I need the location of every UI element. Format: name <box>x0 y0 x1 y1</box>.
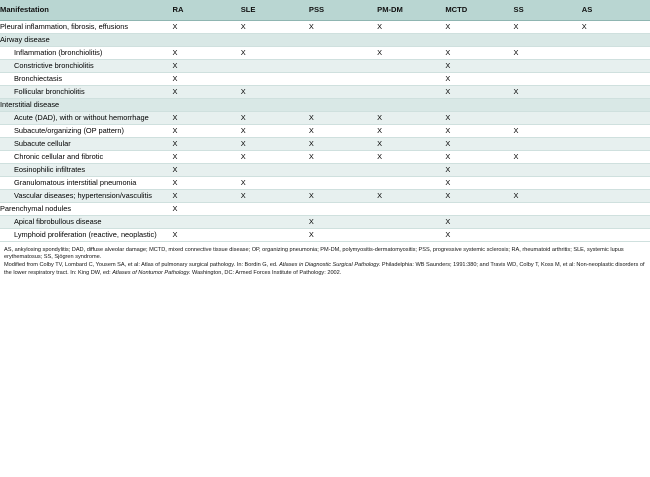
mark-cell-sle <box>241 202 309 215</box>
footnote-source-post: Washington, DC: Armed Forces Institute of Pathology: 2002. <box>190 269 342 276</box>
manifestation-label: Parenchymal nodules <box>0 202 173 215</box>
table-row <box>0 215 650 228</box>
mark-cell-mctd: X <box>445 111 513 124</box>
manifestation-label: Constrictive bronchiolitis <box>0 59 173 72</box>
mark-cell-mctd: X <box>445 189 513 202</box>
mark-cell-ra <box>173 33 241 46</box>
mark-cell-pss: X <box>309 215 377 228</box>
mark-cell-sle: X <box>241 124 309 137</box>
mark-cell-ra: X <box>173 202 241 215</box>
mark-cell-pss: X <box>309 189 377 202</box>
mark-cell-sle: X <box>241 20 309 33</box>
mark-cell-as: X <box>582 20 650 33</box>
mark-cell-ss <box>514 202 582 215</box>
mark-cell-ss: X <box>514 46 582 59</box>
mark-cell-mctd: X <box>445 176 513 189</box>
mark-cell-ss <box>514 59 582 72</box>
mark-cell-pss <box>309 33 377 46</box>
mark-cell-pss: X <box>309 111 377 124</box>
mark-cell-pss: X <box>309 124 377 137</box>
mark-cell-sle <box>241 163 309 176</box>
mark-cell-as <box>582 137 650 150</box>
mark-cell-ss <box>514 98 582 111</box>
footnote-source-italic-2: Atlases of Nontumor Pathology. <box>112 269 191 276</box>
mark-cell-ss <box>514 111 582 124</box>
mark-cell-ra: X <box>173 46 241 59</box>
mark-cell-sle <box>241 215 309 228</box>
mark-cell-sle: X <box>241 150 309 163</box>
table-row <box>0 202 650 215</box>
mark-cell-pm-dm <box>377 215 445 228</box>
mark-cell-as <box>582 228 650 241</box>
mark-cell-sle: X <box>241 189 309 202</box>
mark-cell-ss <box>514 163 582 176</box>
mark-cell-sle: X <box>241 137 309 150</box>
table-row <box>0 137 650 150</box>
mark-cell-mctd: X <box>445 137 513 150</box>
mark-cell-pm-dm <box>377 228 445 241</box>
mark-cell-pm-dm: X <box>377 150 445 163</box>
manifestation-label: Airway disease <box>0 33 173 46</box>
mark-cell-mctd: X <box>445 124 513 137</box>
mark-cell-pss <box>309 176 377 189</box>
mark-cell-sle <box>241 72 309 85</box>
manifestation-label: Pleural inflammation, fibrosis, effusions <box>0 20 173 33</box>
mark-cell-mctd: X <box>445 85 513 98</box>
mark-cell-mctd <box>445 33 513 46</box>
mark-cell-mctd <box>445 98 513 111</box>
mark-cell-pss: X <box>309 150 377 163</box>
table-section-row <box>0 98 650 111</box>
mark-cell-ra: X <box>173 85 241 98</box>
manifestation-label: Lymphoid proliferation (reactive, neoplastic) <box>0 228 173 241</box>
mark-cell-mctd: X <box>445 59 513 72</box>
column-header-ss: SS <box>514 0 582 20</box>
mark-cell-pss: X <box>309 20 377 33</box>
mark-cell-pm-dm: X <box>377 20 445 33</box>
mark-cell-pm-dm <box>377 98 445 111</box>
mark-cell-ss <box>514 215 582 228</box>
mark-cell-ss <box>514 137 582 150</box>
mark-cell-pm-dm: X <box>377 137 445 150</box>
table-row <box>0 150 650 163</box>
mark-cell-sle: X <box>241 176 309 189</box>
mark-cell-ra: X <box>173 137 241 150</box>
mark-cell-ra: X <box>173 72 241 85</box>
mark-cell-as <box>582 150 650 163</box>
mark-cell-pss <box>309 72 377 85</box>
mark-cell-ra: X <box>173 111 241 124</box>
mark-cell-ra <box>173 215 241 228</box>
mark-cell-mctd <box>445 202 513 215</box>
manifestation-label: Follicular bronchiolitis <box>0 85 173 98</box>
mark-cell-sle <box>241 228 309 241</box>
mark-cell-ss <box>514 228 582 241</box>
footnote-source-mid: Philadelphia: WB Saunders; 1991:380; and Travis WD, Colby T, Koss M, et al: Non-neoplastic disorders of the lower respiratory tract. In: King DW, ed: <box>4 262 645 276</box>
footnote-source-pre: Modified from Colby TV, Lombard C, Yousem SA, et al: Atlas of pulmonary surgical pathology. In: Bordin G, ed. <box>4 262 280 269</box>
mark-cell-mctd: X <box>445 215 513 228</box>
mark-cell-ra: X <box>173 228 241 241</box>
table-row <box>0 228 650 241</box>
mark-cell-pm-dm <box>377 202 445 215</box>
mark-cell-as <box>582 85 650 98</box>
mark-cell-pm-dm <box>377 85 445 98</box>
footnote-abbreviations: AS, ankylosing spondylitis; DAD, diffuse alveolar damage; MCTD, mixed connective tissue disease; OP, organizing pneumonia; PM-DM, polymyositis-dermatomyositis; PSS, progressive systemic sclerosis; RA, rheumatoid arthritis; SLE, systemic lupus erythematosus; SS, Sjögren syndrome. <box>4 246 624 260</box>
header-row <box>0 0 650 20</box>
mark-cell-as <box>582 72 650 85</box>
mark-cell-pss: X <box>309 137 377 150</box>
mark-cell-as <box>582 98 650 111</box>
mark-cell-as <box>582 46 650 59</box>
mark-cell-pss <box>309 163 377 176</box>
column-header-ra: RA <box>173 0 241 20</box>
manifestation-label: Granulomatous interstitial pneumonia <box>0 176 173 189</box>
table-row <box>0 163 650 176</box>
mark-cell-pm-dm <box>377 163 445 176</box>
mark-cell-ra: X <box>173 189 241 202</box>
mark-cell-ss <box>514 33 582 46</box>
mark-cell-mctd: X <box>445 46 513 59</box>
mark-cell-pm-dm <box>377 59 445 72</box>
mark-cell-ra: X <box>173 163 241 176</box>
mark-cell-ss: X <box>514 85 582 98</box>
mark-cell-as <box>582 176 650 189</box>
mark-cell-ra: X <box>173 59 241 72</box>
manifestation-label: Bronchiectasis <box>0 72 173 85</box>
mark-cell-pss <box>309 46 377 59</box>
mark-cell-ss: X <box>514 150 582 163</box>
mark-cell-sle <box>241 59 309 72</box>
mark-cell-sle <box>241 33 309 46</box>
mark-cell-as <box>582 189 650 202</box>
mark-cell-as <box>582 163 650 176</box>
mark-cell-ra: X <box>173 124 241 137</box>
mark-cell-ra: X <box>173 176 241 189</box>
mark-cell-mctd: X <box>445 72 513 85</box>
column-header-pm-dm: PM-DM <box>377 0 445 20</box>
mark-cell-mctd: X <box>445 150 513 163</box>
mark-cell-pss: X <box>309 228 377 241</box>
mark-cell-mctd: X <box>445 20 513 33</box>
table-section-row <box>0 33 650 46</box>
column-header-sle: SLE <box>241 0 309 20</box>
mark-cell-ss <box>514 176 582 189</box>
mark-cell-sle: X <box>241 111 309 124</box>
manifestation-label: Apical fibrobullous disease <box>0 215 173 228</box>
table-row <box>0 176 650 189</box>
mark-cell-ra: X <box>173 150 241 163</box>
table-row <box>0 72 650 85</box>
manifestation-label: Chronic cellular and fibrotic <box>0 150 173 163</box>
mark-cell-pss <box>309 85 377 98</box>
table-footnotes <box>0 242 650 282</box>
mark-cell-pm-dm <box>377 33 445 46</box>
table-row <box>0 124 650 137</box>
column-header-manifestation: Manifestation <box>0 0 173 20</box>
table-row <box>0 59 650 72</box>
column-header-pss: PSS <box>309 0 377 20</box>
mark-cell-pm-dm: X <box>377 189 445 202</box>
table-body <box>0 20 650 241</box>
table-row <box>0 20 650 33</box>
mark-cell-sle: X <box>241 85 309 98</box>
manifestation-label: Subacute/organizing (OP pattern) <box>0 124 173 137</box>
mark-cell-pm-dm <box>377 176 445 189</box>
manifestation-label: Interstitial disease <box>0 98 173 111</box>
mark-cell-ss: X <box>514 189 582 202</box>
table-row <box>0 111 650 124</box>
manifestation-label: Subacute cellular <box>0 137 173 150</box>
mark-cell-as <box>582 59 650 72</box>
table-header <box>0 0 650 20</box>
mark-cell-mctd: X <box>445 228 513 241</box>
mark-cell-ra: X <box>173 20 241 33</box>
mark-cell-ss: X <box>514 124 582 137</box>
mark-cell-pss <box>309 202 377 215</box>
mark-cell-sle <box>241 98 309 111</box>
manifestation-label: Vascular diseases; hypertension/vasculitis <box>0 189 173 202</box>
mark-cell-as <box>582 111 650 124</box>
manifestation-label: Acute (DAD), with or without hemorrhage <box>0 111 173 124</box>
mark-cell-pm-dm: X <box>377 111 445 124</box>
mark-cell-pm-dm <box>377 72 445 85</box>
mark-cell-as <box>582 202 650 215</box>
table-row <box>0 46 650 59</box>
table-row <box>0 85 650 98</box>
mark-cell-ra <box>173 98 241 111</box>
mark-cell-pss <box>309 59 377 72</box>
manifestation-label: Eosinophilic infiltrates <box>0 163 173 176</box>
manifestation-label: Inflammation (bronchiolitis) <box>0 46 173 59</box>
mark-cell-ss: X <box>514 20 582 33</box>
column-header-as: AS <box>582 0 650 20</box>
mark-cell-as <box>582 215 650 228</box>
footnote-source <box>4 262 646 277</box>
mark-cell-pss <box>309 98 377 111</box>
mark-cell-as <box>582 33 650 46</box>
table-row <box>0 189 650 202</box>
mark-cell-pm-dm: X <box>377 46 445 59</box>
mark-cell-mctd: X <box>445 163 513 176</box>
mark-cell-sle: X <box>241 46 309 59</box>
mark-cell-ss <box>514 72 582 85</box>
mark-cell-as <box>582 124 650 137</box>
footnote-source-italic-1: Atlases in Diagnostic Surgical Pathology. <box>279 262 381 269</box>
mark-cell-pm-dm: X <box>377 124 445 137</box>
column-header-mctd: MCTD <box>445 0 513 20</box>
